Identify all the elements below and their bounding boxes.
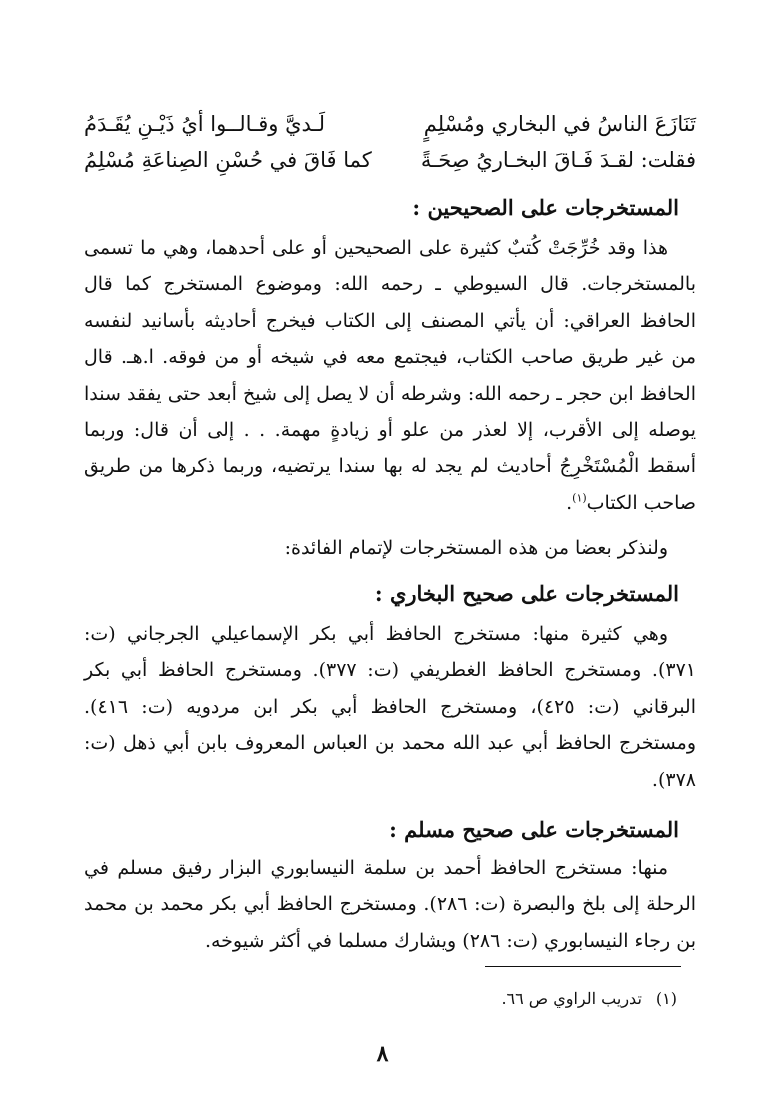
- footnote-text: تدريب الراوي ص ٦٦.: [501, 989, 642, 1008]
- footnote-number: (١): [655, 989, 677, 1008]
- page-number: ٨: [376, 1041, 389, 1067]
- verse-2-first-hemistich: فقلت: لقـدَ فَـاقَ البخـاريُ صِحَـةً: [420, 148, 696, 172]
- paragraph-mustakhraj-definition: [84, 230, 696, 521]
- footnote-reference: (١): [572, 491, 587, 505]
- poem-verse-2: [84, 142, 696, 178]
- paragraph-mustakhraj-definition-text: هذا وقد خُرِّجَتْ كُتبٌ كثيرة على الصحيحين أو على أحدهما، وهي ما تسمى بالمستخرجات. قال السيوطي ـ رحمه الله: وموضوع المستخرج كما قال الحافظ العراقي: أن يأتي المصنف إلى الكتاب فيخرج أحاديثه بأسانيد لنفسه من غير طريق صاحب الكتاب، فيجتمع معه في شيخه أو من فوقه. ا.هـ. قال الحافظ ابن حجر ـ رحمه الله: وشرطه أن لا يصل إلى شيخ أبعد حتى يفقد سندا يوصله إلى الأقرب، إلا لعذر من علو أو زيادةٍ مهمة. . . إلى أن قال: وربما أسقط الْمُسْتَخْرِجُ أحاديث لم يجد له بها سندا يرتضيه، وربما ذكرها من طريق صاحب الكتاب: [84, 237, 696, 514]
- footnote: [501, 988, 677, 1010]
- paragraph-bukhari-mustakhrajat: وهي كثيرة منها: مستخرج الحافظ أبي بكر الإسماعيلي الجرجاني (ت: ٣٧١). ومستخرج الحافظ الغطريفي (ت: ٣٧٧). ومستخرج الحافظ أبي بكر البرقاني (ت: ٤٢٥)، ومستخرج الحافظ أبي بكر ابن مردويه (ت: ٤١٦). ومستخرج الحافظ أبي عبد الله محمد بن العباس المعروف بابن أبي ذهل (ت: ٣٧٨).: [84, 623, 697, 791]
- footnote-separator: [485, 966, 681, 967]
- verse-2-second-hemistich: كما فَاقَ في حُسْنِ الصِناعَةِ مُسْلِمُ: [84, 148, 372, 172]
- paragraph-muslim-mustakhrajat: منها: مستخرج الحافظ أحمد بن سلمة النيسابوري البزار رفيق مسلم في الرحلة إلى بلخ والبصرة (ت: ٢٨٦). ومستخرج الحافظ أبي بكر محمد بن محمد بن رجاء النيسابوري (ت: ٢٨٦) ويشارك مسلما في أكثر شيوخه.: [84, 857, 697, 952]
- heading-mustakhrajat-bukhari: المستخرجات على صحيح البخاري :: [374, 581, 679, 606]
- heading-mustakhrajat-sahihayn: المستخرجات على الصحيحين :: [412, 195, 679, 220]
- verse-1-first-hemistich: تَنَازَعَ الناسُ في البخاري ومُسْلِمٍ: [423, 112, 696, 136]
- heading-mustakhrajat-muslim: المستخرجات على صحيح مسلم :: [389, 817, 679, 842]
- paragraph-end-mark: .: [566, 491, 573, 514]
- verse-1-second-hemistich: لَـديَّ وقـالــوا أيُ ذَيْـنِ يُقَـدَمُ: [84, 112, 326, 136]
- paragraph-introduction-list: ولنذكر بعضا من هذه المستخرجات لإتمام الفائدة:: [284, 537, 668, 559]
- poem-verse-1: [84, 106, 696, 142]
